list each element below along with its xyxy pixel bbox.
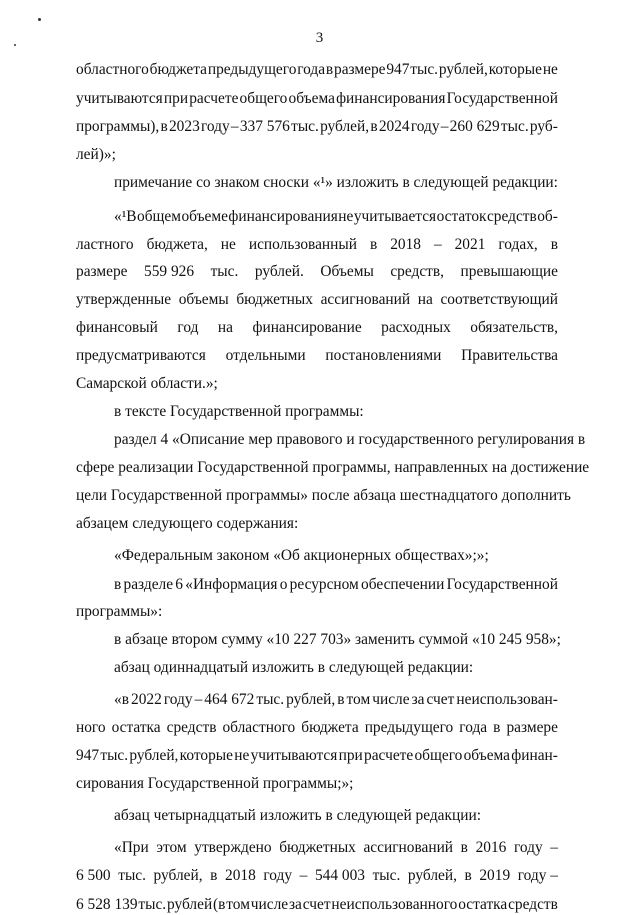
word: рублей, [407,867,457,884]
word: в [550,236,558,253]
word: тыс. [372,867,401,884]
word: тыс. [256,691,285,708]
text-line: абзац одиннадцатый изложить в следующей редакции: [114,659,474,676]
text-line: цели Государственной программы» после абзаца шестнадцатого дополнить [76,487,571,504]
word: за [411,691,425,708]
text-line: примечание со знаком сноски «¹» изложить в следующей редакции: [114,174,558,191]
text-line [76,60,558,80]
word: финансирования [228,208,338,225]
word: учитываются [76,90,163,107]
word: том [346,691,371,708]
word: ластного [76,236,134,253]
word: объема [288,90,335,107]
word: Объемы [320,263,374,280]
word: в [337,691,345,708]
word: рублей, [438,61,488,78]
word: которые [488,61,542,78]
word: расчете [364,747,414,764]
word: числе [372,691,410,708]
word: общем [137,208,181,225]
word: о [279,576,288,593]
word: остатка [458,896,508,913]
word: расчете [189,90,239,107]
word: «Информация [185,576,278,593]
word: 2022 [131,691,162,708]
word: году – [517,867,558,884]
word: рублей, [153,867,203,884]
text-line: Самарской области.»; [76,375,218,392]
word: тыс. [118,867,146,884]
word: году [263,867,293,884]
word: (в [213,896,226,913]
word: годах, [498,236,538,253]
word: в [370,118,378,135]
text-line: сирования Государственной программы;»; [76,775,354,792]
word: тыс. [138,896,167,913]
word: при [338,747,363,764]
word: превышающие [460,263,558,280]
word: объеме [181,208,228,225]
text-line [114,207,558,227]
word: бюджета, [146,236,208,253]
word: счет [426,691,455,708]
text-line [76,318,558,338]
word: остатка [111,719,161,736]
page-number: 3 [315,30,324,46]
word: в [493,719,501,736]
word: финан- [511,747,558,764]
word: при [163,90,189,107]
word: – [550,839,558,856]
word: на [417,291,433,308]
word: учитывается [353,208,437,225]
word: объемы [178,291,229,308]
text-line: в тексте Государственной программы: [114,403,364,420]
word: рублей. [254,263,304,280]
word: году [410,118,440,135]
word: Государственной [446,90,558,107]
word: рублей [167,896,213,913]
text-line: в абзаце втором сумму «10 227 703» заменить суммой «10 245 958»; [114,631,561,648]
word: областного [76,61,149,78]
word: средств, [390,263,444,280]
text-line: абзацем следующего содержания: [76,515,299,532]
word: – [230,118,239,135]
word: 260 629 [449,118,500,135]
text-line [76,117,558,137]
word: 2024 [378,118,410,135]
word: этом [156,839,187,856]
text-line [76,290,558,310]
word: 6 500 [76,867,111,884]
word: не [542,61,558,78]
word: руб- [529,118,558,135]
text-line [76,718,558,738]
text-line [76,866,558,886]
word: года [297,61,326,78]
word: в [460,839,468,856]
word: не [338,208,354,225]
word: средств [486,208,537,225]
word: бюджетных [236,291,313,308]
text-line: сфере реализации Государственной программы, направленных на достижение [76,459,590,476]
word: числе [250,896,289,913]
word: тыс. [100,747,129,764]
word: финансирования [336,90,446,107]
word: предусматриваются [76,347,206,364]
word: том [226,896,250,913]
word: 2016 [475,839,507,856]
text-line [76,235,558,255]
text-line [76,89,558,109]
word: об- [537,208,558,225]
word: тыс. [210,263,239,280]
word: не [234,747,250,764]
word: 2018 [225,867,256,884]
word: бюджета [301,719,359,736]
word: ного [76,719,106,736]
word: учитываются [250,747,338,764]
word: размере [76,263,128,280]
word: года [459,719,488,736]
word: в [325,61,334,78]
word: за [288,896,302,913]
word: ассигнований [320,291,411,308]
text-line [114,690,558,710]
word: средств [166,719,217,736]
word: году [200,118,230,135]
word: Государственной [446,576,558,593]
word: в [369,236,378,253]
word: рублей, [129,747,179,764]
word: тыс. [291,118,319,135]
word: – [433,236,442,253]
word: постановлениями [325,347,442,364]
word: 6 528 139 [76,896,138,913]
word: году [163,691,193,708]
word: использованный [248,236,357,253]
word: финансирование [252,319,362,336]
word: разделе [123,576,174,593]
word: счет [302,896,331,913]
word: рублей, [286,691,336,708]
word: 947 [386,61,410,78]
word: Правительства [461,347,558,364]
word: предыдущего [364,719,454,736]
word: 6 [175,576,183,593]
word: «¹В [114,208,137,225]
word: рублей, [320,118,370,135]
text-line [114,575,558,595]
word: 559 926 [144,263,195,280]
word: соответствующий [440,291,558,308]
word: 2018 [390,236,421,253]
word: бюджета [149,61,207,78]
word: бюджетных [279,839,356,856]
word: – [194,691,203,708]
text-line [114,838,558,858]
word: утвержденные [76,291,172,308]
word: неиспользован- [456,691,558,708]
word: 2019 [479,867,511,884]
word: отдельными [225,347,306,364]
word: 947 [76,747,100,764]
word: 2023 [168,118,200,135]
word: 544 003 [314,867,365,884]
word: в [464,867,472,884]
word: «При [114,839,149,856]
word: ресурсном [289,576,359,593]
word: «в [114,691,129,708]
text-line: лей)»; [76,146,116,163]
word: неиспользованного [331,896,458,913]
word: финансовый [76,319,158,336]
word: областного [222,719,296,736]
word: не [220,236,236,253]
scan-speck [38,18,41,21]
word: на [217,319,233,336]
word: которые [179,747,233,764]
text-line: раздел 4 «Описание мер правового и государственного регулирования в [114,431,586,448]
word: размере [334,61,386,78]
word: остаток [436,208,487,225]
text-line: абзац четырнадцатый изложить в следующей редакции: [114,807,481,824]
text-line [76,262,558,282]
word: тыс. [410,61,439,78]
word: средств [508,896,558,913]
word: год [177,319,199,336]
word: 337 576 [239,118,290,135]
word: программы), [76,118,160,135]
word: расходных [381,319,451,336]
word: предыдущего [207,61,297,78]
word: размере [506,719,558,736]
text-line: «Федеральным законом «Об акционерных обществах»;»; [114,547,489,564]
word: в [160,118,168,135]
text-line [76,746,558,766]
word: обеспечении [361,576,445,593]
word: общего [414,747,463,764]
text-line: программы»: [76,603,163,620]
word: – [440,118,449,135]
word: обязательств, [470,319,558,336]
word: 464 672 [204,691,255,708]
word: – [299,867,308,884]
word: утверждено [194,839,272,856]
word: году [513,839,543,856]
word: ассигнований [363,839,454,856]
word: тыс. [500,118,529,135]
word: 2021 [454,236,486,253]
text-line [76,346,558,366]
word: объема [463,747,510,764]
word: в [210,867,218,884]
word: в [114,576,122,593]
text-line [76,895,558,915]
word: общего [239,90,288,107]
